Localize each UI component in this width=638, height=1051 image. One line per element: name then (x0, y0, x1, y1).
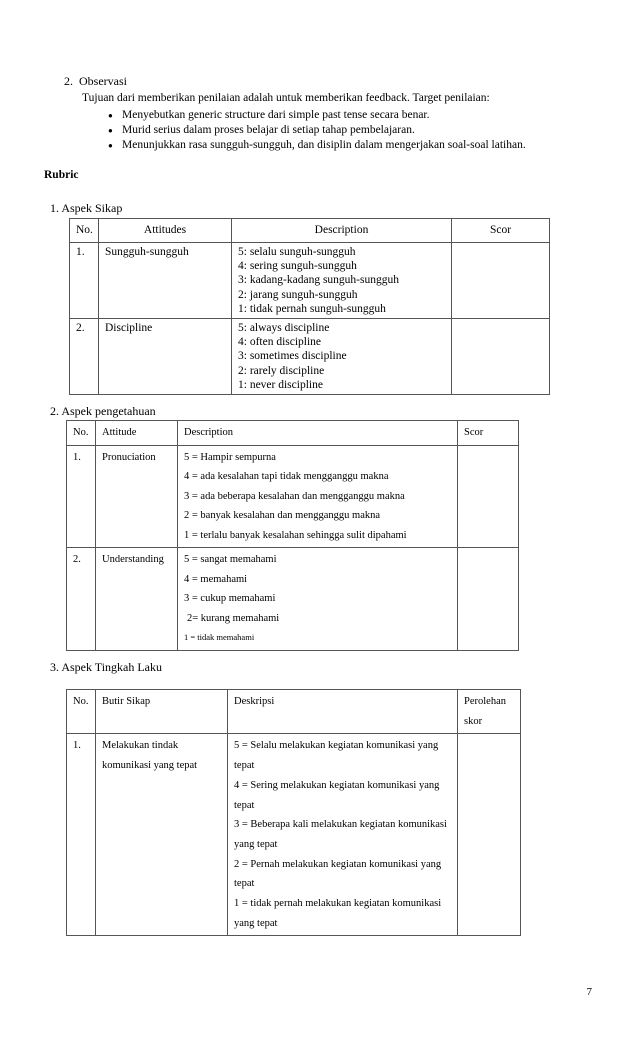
rubric-title: Rubric (44, 169, 79, 181)
score-cell (458, 548, 519, 651)
table-row (67, 548, 519, 651)
description-line: 5 = sangat memahami (184, 554, 277, 565)
butir-sikap-name: Melakukan tindak komunikasi yang tepat (96, 734, 228, 936)
header-score: Scor (452, 219, 550, 243)
description-line: 1 = tidak pernah melakukan kegiatan komunikasi yang tepat (234, 898, 442, 929)
description-cell (232, 243, 452, 319)
header-attitudes: Attitudes (99, 219, 232, 243)
row-number: 1. (67, 445, 96, 548)
description-line: 4: sering sunguh-sungguh (238, 260, 357, 273)
description-line: 3: sometimes discipline (238, 350, 347, 363)
header-no: No. (67, 690, 96, 734)
description-line: 4 = Sering melakukan kegiatan komunikasi yang tepat (234, 779, 440, 811)
header-no: No. (67, 421, 96, 446)
header-score: Scor (458, 421, 519, 446)
target-list (104, 108, 604, 153)
table-row (70, 319, 550, 395)
description-line: 4 = ada kesalahan tapi tidak mengganggu makna (184, 471, 389, 482)
list-item: ● Menyebutkan generic structure dari simple past tense secara benar. (104, 108, 604, 123)
description-line: 2: jarang sunguh-sungguh (238, 288, 358, 301)
description-line: 2 = Pernah melakukan kegiatan komunikasi yang tepat (234, 858, 442, 890)
score-cell (458, 734, 521, 936)
description-line: 1: tidak pernah sunguh-sungguh (238, 302, 386, 315)
description-line: 2= kurang memahami (187, 612, 280, 624)
description-line: 4: often discipline (238, 336, 322, 349)
description-line: 2 = banyak kesalahan dan mengganggu makna (184, 510, 381, 521)
row-number: 2. (70, 319, 99, 395)
list-item: ● Murid serius dalam proses belajar di setiap tahap pembelajaran. (104, 123, 604, 138)
section1-title: 1. Aspek Sikap (50, 201, 123, 215)
table-header-row (67, 690, 521, 734)
page-number: 7 (586, 986, 592, 998)
description-cell (232, 319, 452, 395)
description-line: 1: never discipline (238, 378, 323, 391)
description-line: 3 = ada beberapa kesalahan dan mengganggu makna (184, 490, 405, 502)
header-description: Description (178, 421, 458, 446)
pengetahuan-table (66, 420, 519, 651)
score-cell (458, 445, 519, 548)
attitude-name: Sungguh-sungguh (99, 243, 232, 319)
row-number: 1. (67, 734, 96, 936)
description-line: 4 = memahami (184, 573, 248, 585)
sikap-table (69, 218, 550, 395)
observasi-number: 2. (64, 74, 73, 88)
section2-title: 2. Aspek pengetahuan (50, 404, 156, 418)
table-row (67, 734, 521, 936)
tingkah-laku-table (66, 689, 521, 936)
attitude-name: Pronuciation (96, 445, 178, 548)
description-line: 5: always discipline (238, 322, 330, 335)
description-line: 2: rarely discipline (238, 364, 325, 377)
header-description: Description (232, 219, 452, 243)
attitude-name: Discipline (99, 319, 232, 395)
table-header-row (70, 219, 550, 243)
description-line: 5 = Hampir sempurna (184, 451, 276, 463)
observasi-intro: Tujuan dari memberikan penilaian adalah untuk memberikan feedback. Target penilaian: (82, 92, 490, 104)
table-header-row (67, 421, 519, 446)
observasi-title: Observasi (79, 74, 127, 88)
description-cell (178, 445, 458, 548)
table-row (70, 243, 550, 319)
header-attitude: Attitude (96, 421, 178, 446)
description-line: 3 = cukup memahami (184, 593, 276, 604)
observasi-heading (64, 74, 127, 89)
description-line: 1 = terlalu banyak kesalahan sehingga sulit dipahami (184, 529, 407, 541)
description-line: 3 = Beberapa kali melakukan kegiatan komunikasi yang tepat (234, 819, 447, 850)
table-row (67, 445, 519, 548)
attitude-name: Understanding (96, 548, 178, 651)
header-deskripsi: Deskripsi (228, 690, 458, 734)
description-line: 5 = Selalu melakukan kegiatan komunikasi yang tepat (234, 740, 439, 772)
section3-title: 3. Aspek Tingkah Laku (50, 660, 163, 674)
header-butir-sikap: Butir Sikap (96, 690, 228, 734)
header-no: No. (70, 219, 99, 243)
description-cell (178, 548, 458, 651)
description-line: 3: kadang-kadang sunguh-sungguh (238, 274, 399, 287)
score-cell (452, 319, 550, 395)
header-perolehan-skor: Perolehan skor (458, 690, 521, 734)
description-cell (228, 734, 458, 936)
row-number: 2. (67, 548, 96, 651)
score-cell (452, 243, 550, 319)
description-line: 5: selalu sunguh-sungguh (238, 246, 356, 258)
description-line: 1 = tidak memahami (184, 632, 255, 642)
list-item: ● Menunjukkan rasa sungguh-sungguh, dan disiplin dalam mengerjakan soal-soal latihan. (104, 138, 604, 153)
row-number: 1. (70, 243, 99, 319)
